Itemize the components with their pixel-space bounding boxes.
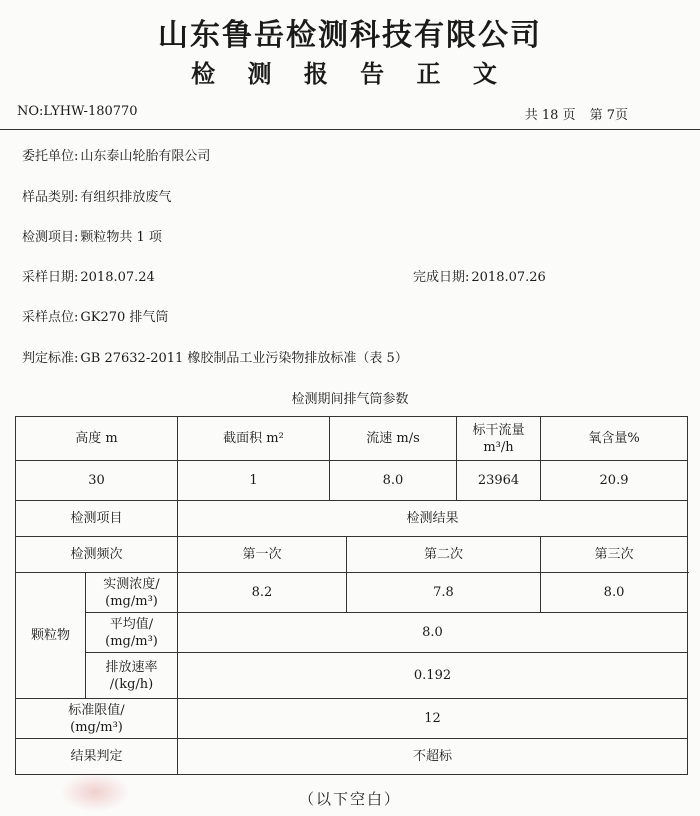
client-label: 委托单位: xyxy=(22,149,79,164)
average-row xyxy=(16,613,688,653)
document-title: 检 测 报 告 正 文 xyxy=(191,60,509,88)
done-date-value: 2018.07.26 xyxy=(471,270,546,285)
frequency-first: 第一次 xyxy=(178,537,347,573)
verdict-value: 不超标 xyxy=(178,739,688,775)
blank-below-note: （以下空白） xyxy=(298,790,401,808)
param-header-area: 截面积 m² xyxy=(178,417,330,461)
concentration-first: 8.2 xyxy=(178,573,347,613)
param-value-height: 30 xyxy=(16,461,178,501)
rate-row xyxy=(16,653,688,699)
average-label xyxy=(86,613,178,653)
test-item-value: 颗粒物共 1 项 xyxy=(80,230,162,245)
done-date-field xyxy=(413,266,546,285)
frequency-third: 第三次 xyxy=(541,537,688,573)
frequency-label: 检测频次 xyxy=(16,537,178,573)
limit-row xyxy=(16,699,688,739)
sample-point-field xyxy=(22,306,168,325)
average-label-line2: (mg/m³) xyxy=(105,633,158,649)
param-value-velocity: 8.0 xyxy=(330,461,457,501)
limit-value: 12 xyxy=(178,699,688,739)
concentration-label-line1: 实测浓度/ xyxy=(103,576,160,592)
sample-type-value: 有组织排放废气 xyxy=(80,190,172,205)
rate-value: 0.192 xyxy=(178,653,688,699)
sample-point-value: GK270 排气筒 xyxy=(80,310,169,325)
param-value-area: 1 xyxy=(178,461,330,501)
frequency-second: 第二次 xyxy=(347,537,541,573)
client-value: 山东泰山轮胎有限公司 xyxy=(80,149,211,164)
param-header-oxygen: 氧含量% xyxy=(541,417,688,461)
sample-type-field xyxy=(22,186,171,205)
header-rule xyxy=(0,129,700,130)
concentration-label-line2: (mg/m³) xyxy=(105,593,158,609)
item-row xyxy=(16,501,688,537)
average-label-line1: 平均值/ xyxy=(109,616,154,632)
verdict-label: 结果判定 xyxy=(16,739,178,775)
done-date-label: 完成日期: xyxy=(413,270,470,285)
sample-date-field xyxy=(22,266,155,285)
total-pages: 共 18 页 xyxy=(524,108,576,123)
result-label: 检测结果 xyxy=(178,501,688,537)
limit-label xyxy=(16,699,178,739)
test-item-label: 检测项目: xyxy=(22,230,79,245)
param-value-row xyxy=(16,461,688,501)
item-label: 检测项目 xyxy=(16,501,178,537)
company-name: 山东鲁岳检测科技有限公司 xyxy=(158,18,542,53)
standard-field xyxy=(22,347,408,366)
current-page: 第 7页 xyxy=(589,108,628,123)
param-header-velocity: 流速 m/s xyxy=(330,417,457,461)
param-header-height: 高度 m xyxy=(16,417,178,461)
param-value-oxygen: 20.9 xyxy=(541,461,688,501)
rate-label-line1: 排放速率 xyxy=(105,659,158,675)
frequency-row xyxy=(16,537,688,573)
rate-label-line2: /(kg/h) xyxy=(109,676,154,692)
concentration-label xyxy=(86,573,178,613)
standard-value: GB 27632-2011 橡胶制品工业污染物排放标准（表 5） xyxy=(80,351,408,366)
pollutant-label: 颗粒物 xyxy=(16,573,86,699)
average-value: 8.0 xyxy=(178,613,688,653)
client-field xyxy=(22,145,210,164)
concentration-row xyxy=(16,573,688,613)
param-value-flow: 23964 xyxy=(457,461,541,501)
results-table xyxy=(15,416,688,775)
page-info xyxy=(511,104,628,123)
report-number: NO:LYHW-180770 xyxy=(17,104,138,119)
concentration-second: 7.8 xyxy=(347,573,541,613)
test-item-field xyxy=(22,226,162,245)
limit-label-line1: 标准限值/ xyxy=(68,702,125,718)
sample-date-label: 采样日期: xyxy=(22,270,79,285)
verdict-row xyxy=(16,739,688,775)
concentration-third: 8.0 xyxy=(541,573,688,613)
rate-label xyxy=(86,653,178,699)
sample-point-label: 采样点位: xyxy=(22,310,79,325)
standard-label: 判定标准: xyxy=(22,351,79,366)
sample-type-label: 样品类别: xyxy=(22,190,79,205)
param-header-row xyxy=(16,417,688,461)
limit-label-line2: (mg/m³) xyxy=(70,719,123,735)
param-header-flow: 标干流量 m³/h xyxy=(457,417,541,461)
table-title: 检测期间排气筒参数 xyxy=(291,392,409,407)
sample-date-value: 2018.07.24 xyxy=(80,270,155,285)
